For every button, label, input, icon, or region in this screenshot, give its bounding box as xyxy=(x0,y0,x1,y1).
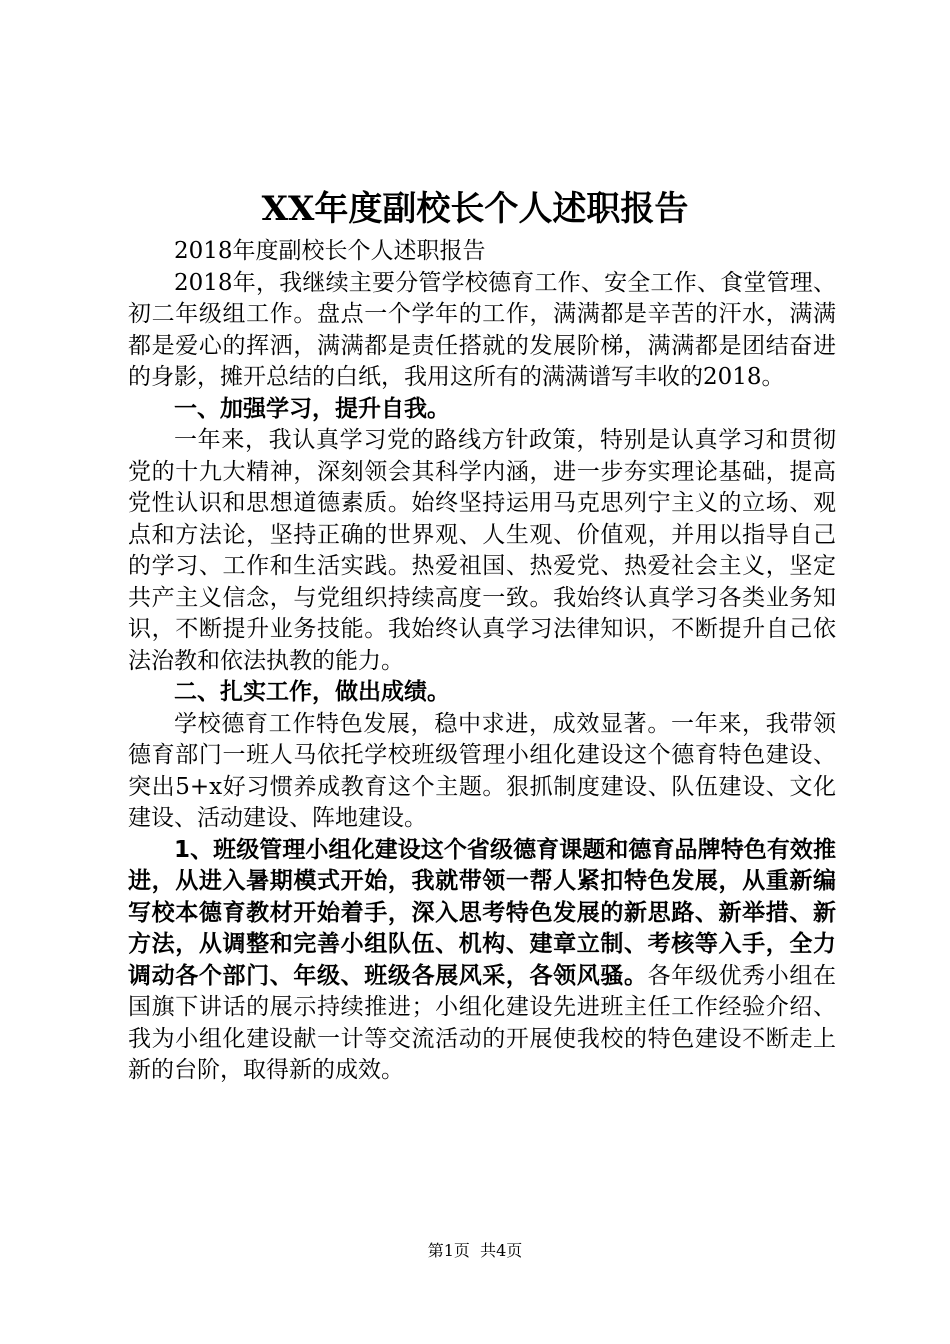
section-2-heading: 二、扎实工作，做出成绩。 xyxy=(174,679,450,705)
item-1-bold-lead: 1、班级管理小组化建设这个省级德育课题和德育品牌特色有效推进，从进入暑期模式开始，我就带领一帮人紧扣特色发展，从重新编写校本德育教材开始着手，深入思考特色发展的新思路、新举措、新方法，从调整和完善小组队伍、机构、建章立制、考核等入手，全力调动各个部门、年级、班级各展风采，各领风骚。 xyxy=(128,836,836,989)
document-body xyxy=(128,236,836,1087)
intro-paragraph: 2018年，我继续主要分管学校德育工作、安全工作、食堂管理、初二年级组工作。盘点一个学年的工作，满满都是辛苦的汗水，满满都是爱心的挥洒，满满都是责任搭就的发展阶梯，满满都是团结奋进的身影，摊开总结的白纸，我用这所有的满满谱写丰收的2018。 xyxy=(128,269,836,390)
item-1-paragraph xyxy=(128,835,836,1087)
section-2-paragraph: 学校德育工作特色发展，稳中求进，成效显著。一年来，我带领德育部门一班人马依托学校班级管理小组化建设这个德育特色建设、突出5+x好习惯养成教育这个主题。狠抓制度建设、队伍建设、文化建设、活动建设、阵地建设。 xyxy=(128,710,836,831)
page-footer xyxy=(0,1239,950,1263)
subtitle-paragraph: 2018年度副校长个人述职报告 xyxy=(174,238,486,264)
document-title: XX年度副校长个人述职报告 xyxy=(261,189,689,229)
page-number: 第1页 xyxy=(427,1241,470,1260)
section-1-heading: 一、加强学习，提升自我。 xyxy=(174,395,450,422)
section-1-paragraph: 一年来，我认真学习党的路线方针政策，特别是认真学习和贯彻党的十九大精神，深刻领会其科学内涵，进一步夯实理论基础，提高党性认识和思想道德素质。始终坚持运用马克思列宁主义的立场、观点和方法论，坚持正确的世界观、人生观、价值观，并用以指导自己的学习、工作和生活实践。热爱祖国、热爱党、热爱社会主义，坚定共产主义信念，与党组织持续高度一致。我始终认真学习各类业务知识，不断提升业务技能。我始终认真学习法律知识，不断提升自己依法治教和依法执教的能力。 xyxy=(128,427,836,674)
total-pages: 共4页 xyxy=(480,1241,523,1260)
item-1-rest: 各年级优秀小组在国旗下讲话的展示持续推进；小组化建设先进班主任工作经验介绍、我为小组化建设献一计等交流活动的开展使我校的特色建设不断走上新的台阶，取得新的成效。 xyxy=(128,962,837,1083)
